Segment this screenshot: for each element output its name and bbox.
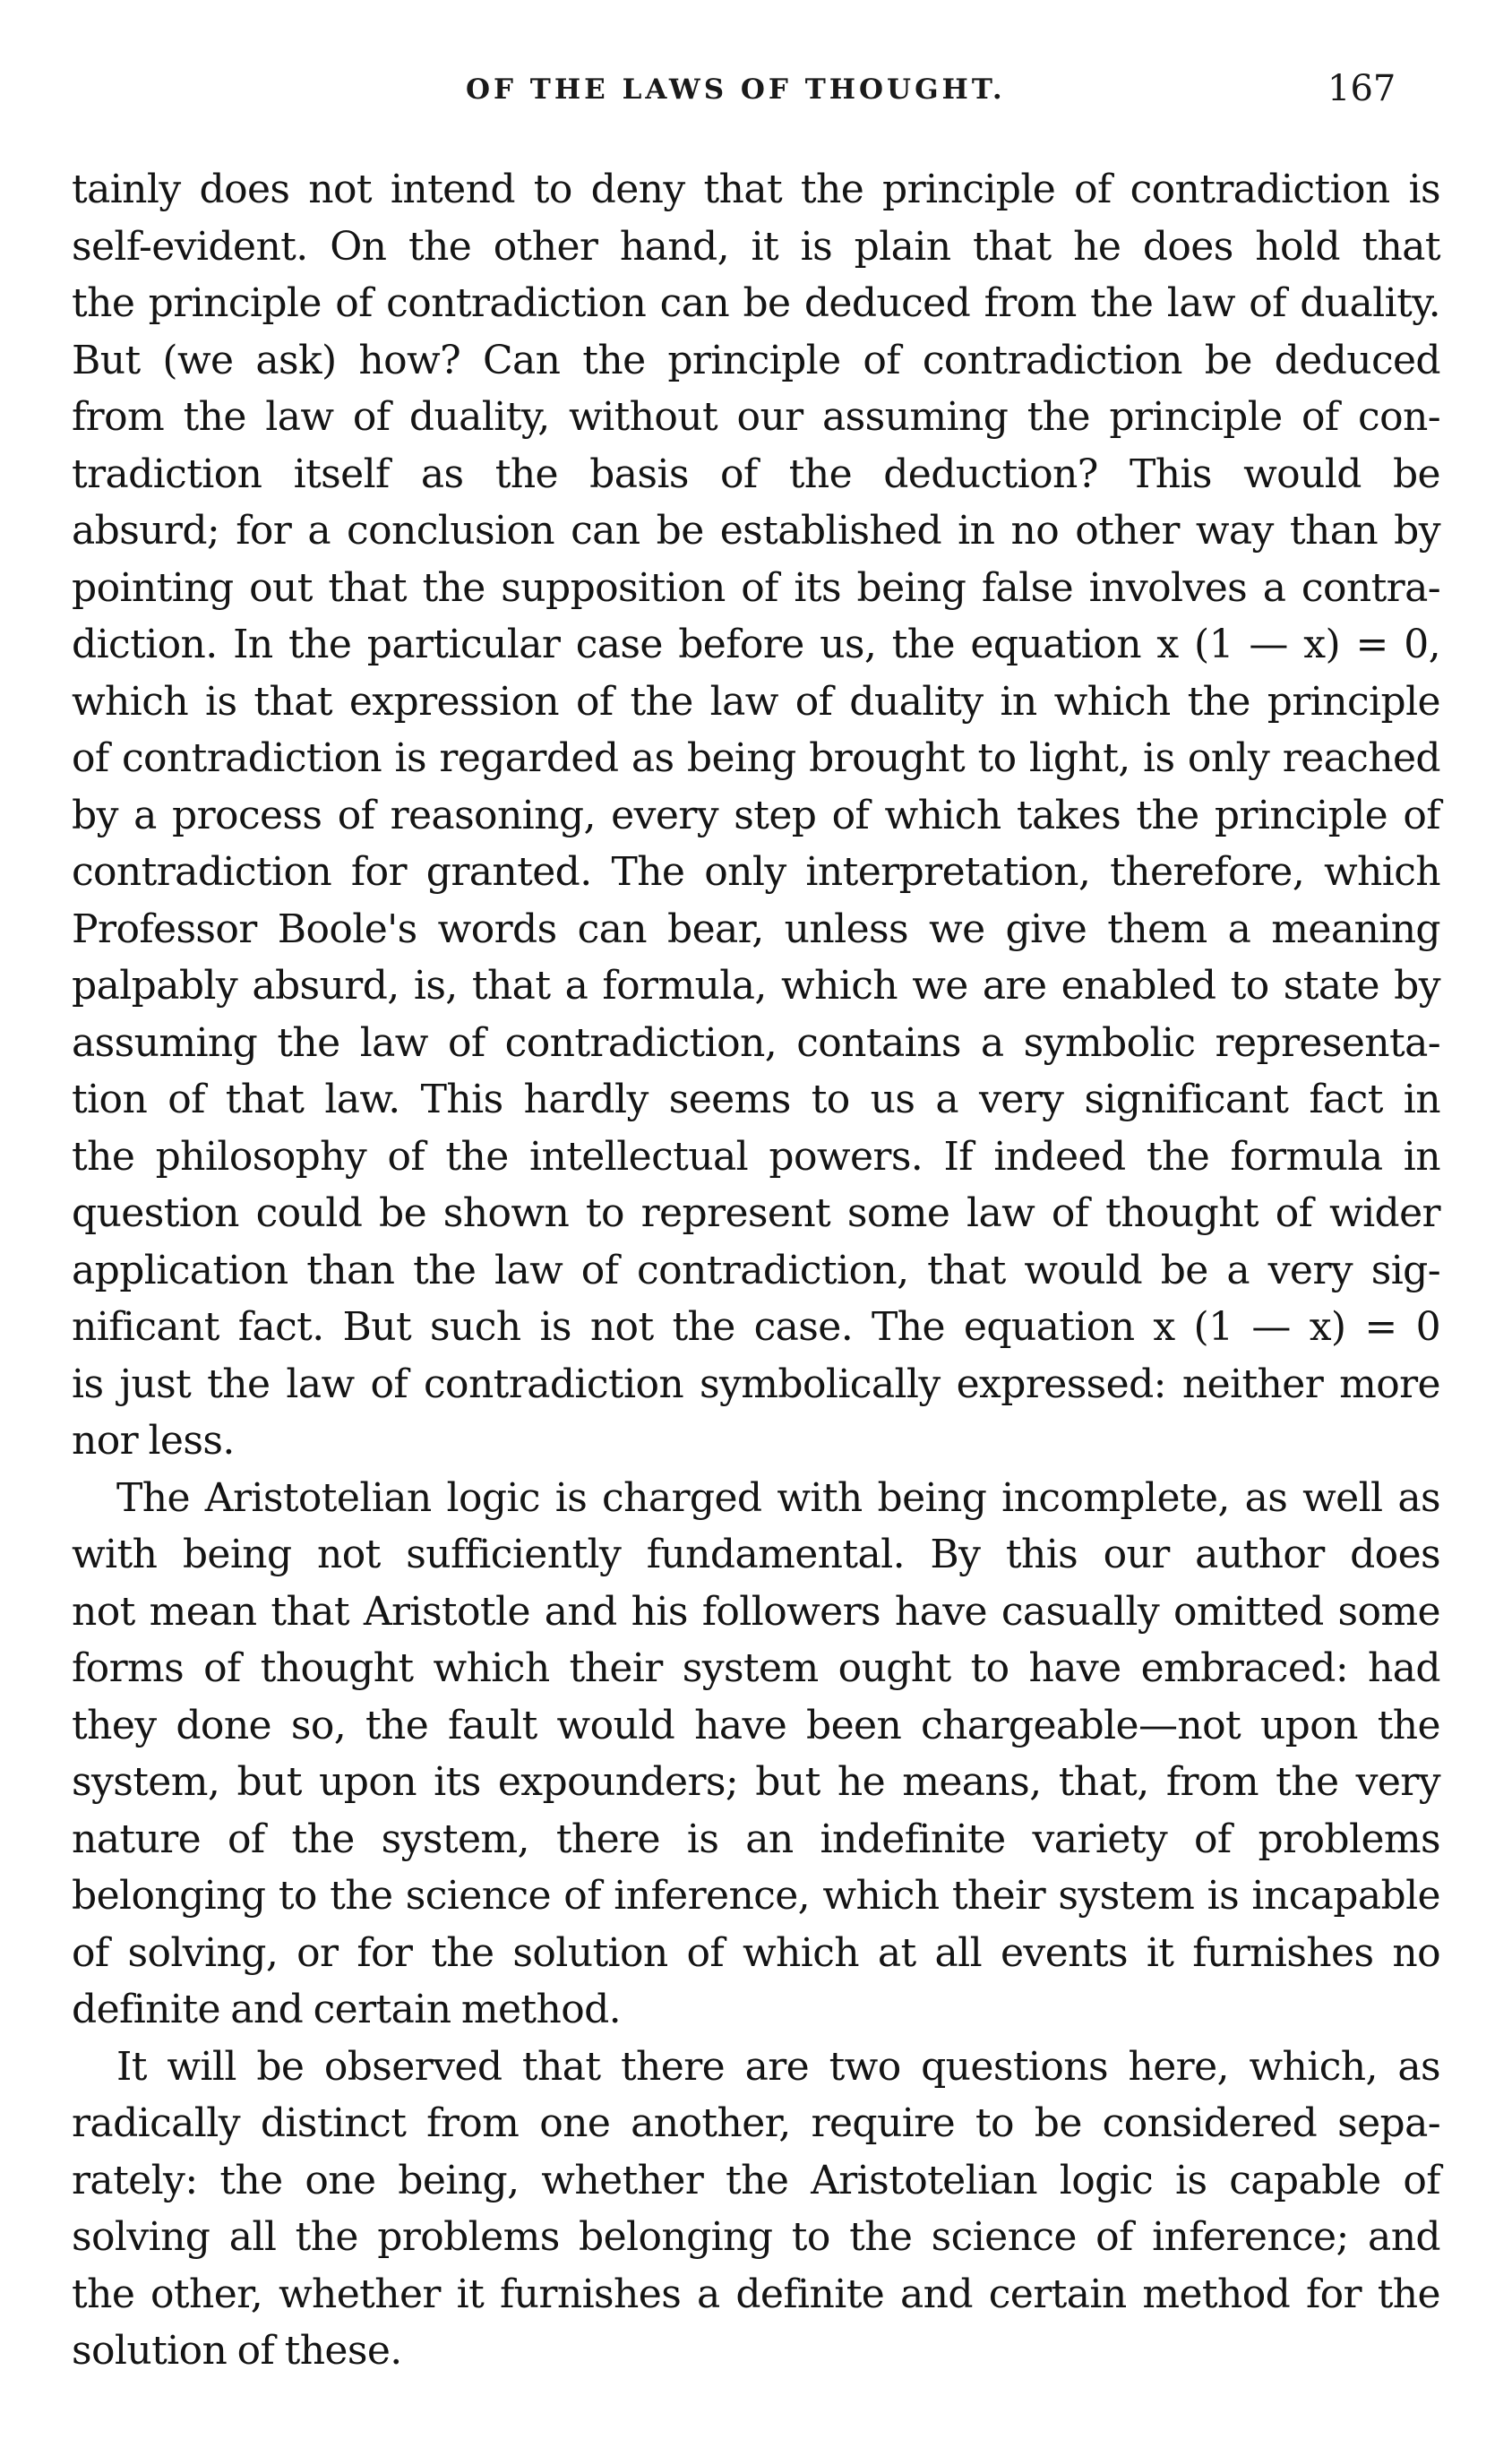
text-line: not mean that Aristotle and his followers have casually omitted some (72, 1588, 1440, 1635)
text-line: But (we ask) how? Can the principle of contradiction be deduced (72, 337, 1440, 383)
text-line: from the law of duality, without our assuming the principle of con- (72, 394, 1440, 440)
text-line: It will be observed that there are two questions here, which, as (116, 2043, 1440, 2090)
text-line: absurd; for a conclusion can be established in no other way than by (72, 508, 1440, 554)
page-number: 167 (1327, 68, 1396, 109)
text-line: the principle of contradiction can be deduced from the law of duality. (72, 280, 1440, 326)
text-line: tradiction itself as the basis of the deduction? This would be (72, 451, 1440, 497)
body-text (72, 161, 1440, 2380)
text-line: application than the law of contradiction, that would be a very sig- (72, 1247, 1440, 1293)
text-line: the other, whether it furnishes a definite and certain method for the (72, 2271, 1440, 2317)
text-line: The Aristotelian logic is charged with being incomplete, as well as (116, 1474, 1440, 1521)
text-line: definite and certain method. (72, 1987, 622, 2032)
paragraph-2 (72, 1470, 1440, 2039)
text-line: is just the law of contradiction symbolically expressed: neither more (72, 1361, 1440, 1407)
text-line: forms of thought which their system ought to have embraced: had (72, 1645, 1440, 1691)
text-line: Professor Boole's words can bear, unless we give them a meaning (72, 906, 1440, 952)
text-line: of solving, or for the solution of which at all events it furnishes no (72, 1929, 1440, 1976)
text-line: tion of that law. This hardly seems to us a very significant fact in (72, 1077, 1440, 1122)
paragraph-3 (72, 2039, 1440, 2380)
text-line: tainly does not intend to deny that the principle of contradiction is (72, 167, 1440, 212)
text-line: pointing out that the supposition of its being false involves a contra- (72, 564, 1440, 611)
text-line: which is that expression of the law of duality in which the principle (72, 678, 1440, 725)
paragraph-1 (72, 161, 1440, 1470)
text-line: belonging to the science of inference, which their system is incapable (72, 1873, 1440, 1919)
text-line: with being not sufficiently fundamental. By this our author does (72, 1532, 1440, 1577)
text-line: solution of these. (72, 2328, 402, 2374)
text-line: rately: the one being, whether the Aristotelian logic is capable of (72, 2157, 1440, 2203)
text-line: they done so, the fault would have been chargeable—not upon the (72, 1702, 1440, 1748)
text-line: diction. In the particular case before us, the equation x (1 — x) = 0, (72, 622, 1440, 667)
text-line: the philosophy of the intellectual powers. If indeed the formula in (72, 1133, 1440, 1180)
running-head-title: OF THE LAWS OF THOUGHT. (466, 73, 1006, 106)
text-line: solving all the problems belonging to the science of inference; and (72, 2214, 1440, 2260)
text-line: nature of the system, there is an indefinite variety of problems (72, 1816, 1440, 1862)
text-line: nificant fact. But such is not the case. The equation x (1 — x) = 0 (72, 1304, 1440, 1350)
text-line: palpably absurd, is, that a formula, which we are enabled to state by (72, 963, 1440, 1009)
text-line: radically distinct from one another, require to be considered sepa- (72, 2100, 1440, 2146)
text-line: system, but upon its expounders; but he means, that, from the very (72, 1759, 1440, 1805)
text-line: question could be shown to represent some law of thought of wider (72, 1190, 1440, 1236)
text-line: contradiction for granted. The only interpretation, therefore, which (72, 849, 1440, 895)
text-line: self-evident. On the other hand, it is plain that he does hold that (72, 223, 1440, 270)
text-line: by a process of reasoning, every step of which takes the principle of (72, 792, 1440, 838)
text-line: assuming the law of contradiction, contains a symbolic representa- (72, 1019, 1440, 1066)
text-line: nor less. (72, 1418, 235, 1464)
text-line: of contradiction is regarded as being brought to light, is only reached (72, 735, 1440, 781)
